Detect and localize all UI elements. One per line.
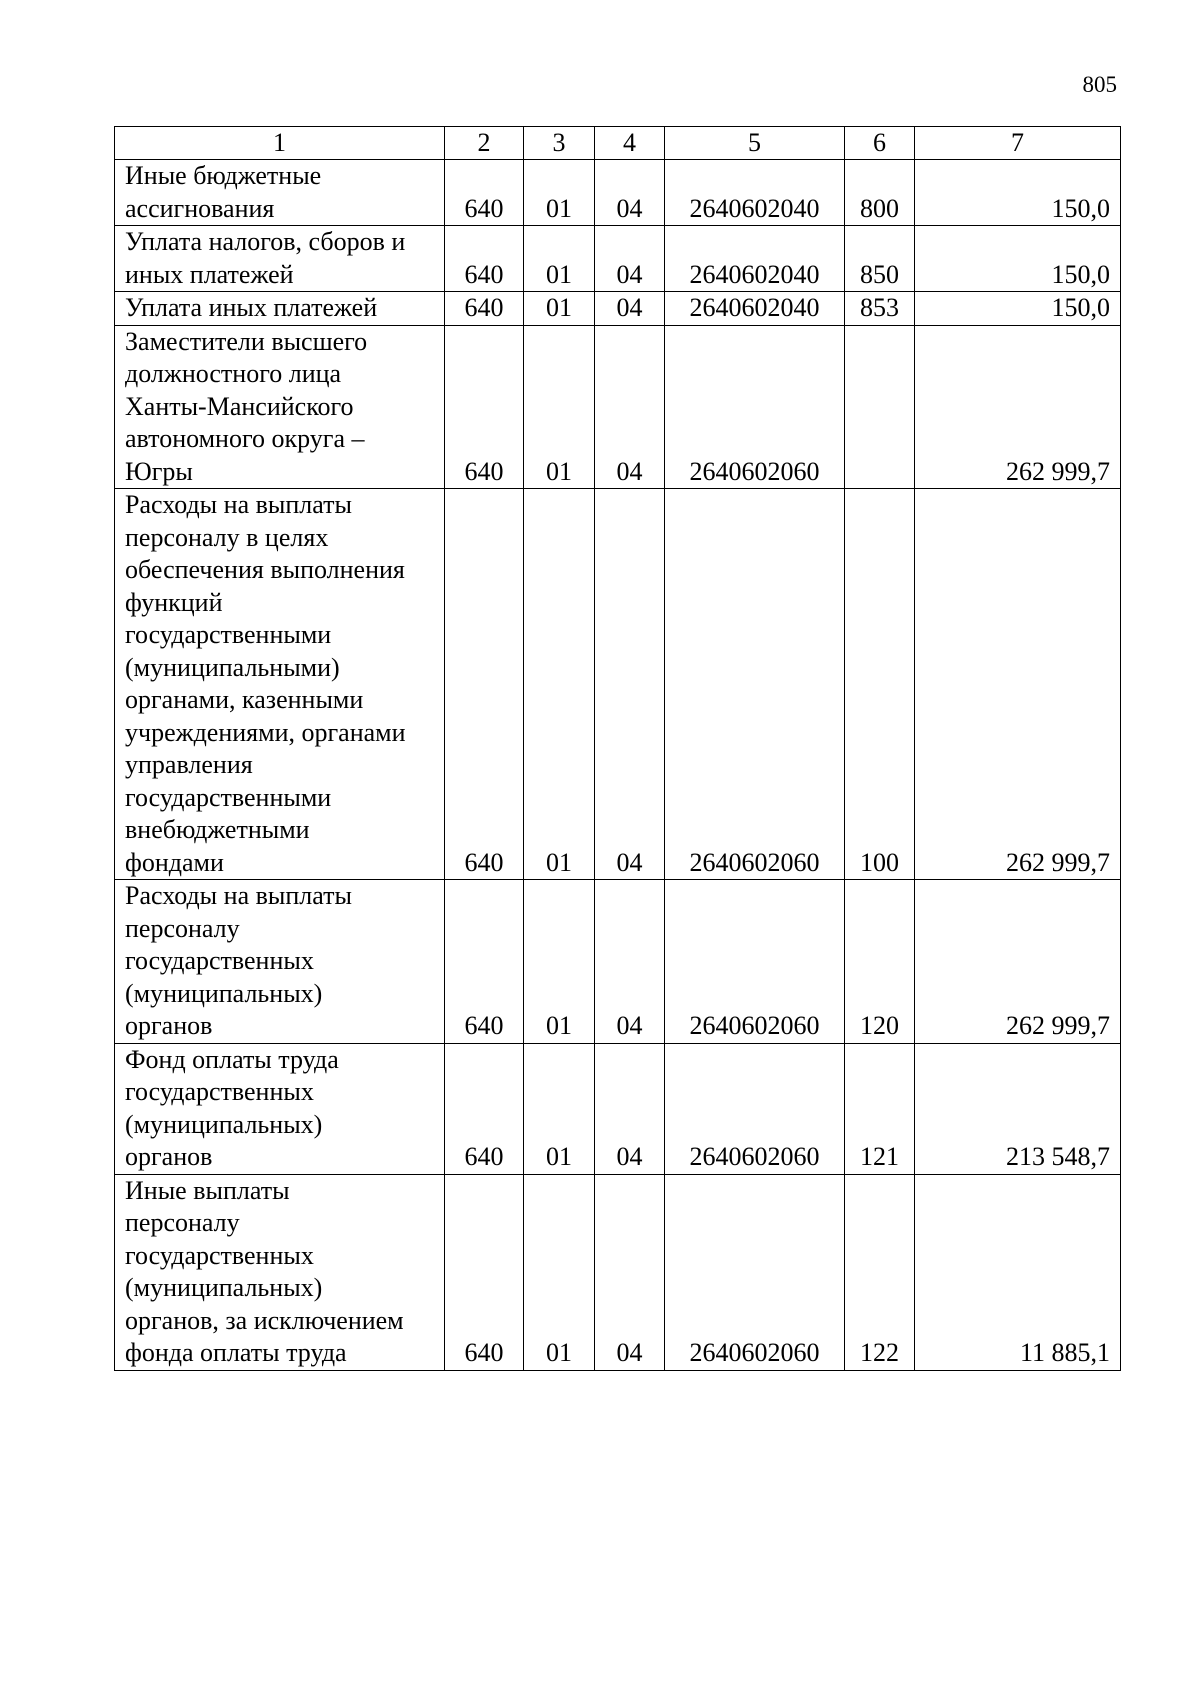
row-name-line: Иные выплаты bbox=[125, 1175, 290, 1205]
section-code-cell: 01 bbox=[524, 292, 595, 326]
row-name-line: государственных bbox=[125, 946, 314, 975]
ministry-code-cell: 640 bbox=[445, 292, 524, 326]
row-name-line: персоналу bbox=[125, 1208, 240, 1237]
row-name-line: персоналу bbox=[125, 913, 240, 943]
row-name-line: Уплата иных платежей bbox=[125, 293, 378, 322]
subsection-code-cell: 04 bbox=[595, 489, 665, 880]
row-name-line: персоналу в целях bbox=[125, 522, 329, 552]
row-name-line: государственных bbox=[125, 1077, 314, 1106]
table-row bbox=[115, 1043, 1121, 1174]
table-row bbox=[115, 325, 1121, 489]
subsection-code-cell: 04 bbox=[595, 160, 665, 226]
row-name-line: Иные бюджетные bbox=[125, 161, 322, 190]
target-article-cell: 2640602040 bbox=[665, 292, 845, 326]
row-name-line: государственными bbox=[125, 620, 332, 649]
row-name-line: органами, казенными bbox=[125, 685, 364, 714]
header-cell: 5 bbox=[665, 127, 845, 160]
target-article-cell: 2640602040 bbox=[665, 160, 845, 226]
row-name-line: государственными bbox=[125, 782, 332, 812]
row-name-line: Фонд оплаты труда bbox=[125, 1044, 339, 1074]
row-name-line: (муниципальными) bbox=[125, 652, 340, 682]
row-name-line: автономного округа – bbox=[125, 424, 365, 453]
row-name-line: Заместители высшего bbox=[125, 326, 368, 356]
subsection-code-cell: 04 bbox=[595, 1043, 665, 1174]
row-name-line: (муниципальных) bbox=[125, 978, 323, 1008]
row-name-line: Расходы на выплаты bbox=[125, 490, 352, 519]
row-name-line: управления bbox=[125, 750, 253, 779]
row-name-line: обеспечения выполнения bbox=[125, 555, 405, 584]
table-header-row bbox=[115, 127, 1121, 160]
row-name-line: государственных bbox=[125, 1240, 314, 1270]
subsection-code-cell: 04 bbox=[595, 880, 665, 1044]
amount-cell: 150,0 bbox=[915, 160, 1121, 226]
row-name-line: (муниципальных) bbox=[125, 1273, 323, 1302]
row-name-line: фондами bbox=[125, 847, 224, 877]
expense-type-cell: 800 bbox=[845, 160, 915, 226]
amount-cell: 150,0 bbox=[915, 292, 1121, 326]
amount-cell: 262 999,7 bbox=[915, 489, 1121, 880]
expense-type-cell: 100 bbox=[845, 489, 915, 880]
target-article-cell: 2640602060 bbox=[665, 880, 845, 1044]
section-code-cell: 01 bbox=[524, 489, 595, 880]
amount-cell: 262 999,7 bbox=[915, 880, 1121, 1044]
row-name-line: органов, за исключением bbox=[125, 1305, 404, 1335]
header-cell: 6 bbox=[845, 127, 915, 160]
row-name-cell bbox=[115, 325, 445, 489]
target-article-cell: 2640602060 bbox=[665, 325, 845, 489]
amount-cell: 11 885,1 bbox=[915, 1174, 1121, 1370]
subsection-code-cell: 04 bbox=[595, 1174, 665, 1370]
row-name-cell bbox=[115, 880, 445, 1044]
row-name-line: органов bbox=[125, 1011, 213, 1040]
table-row bbox=[115, 160, 1121, 226]
header-cell: 2 bbox=[445, 127, 524, 160]
amount-cell: 150,0 bbox=[915, 226, 1121, 292]
amount-cell: 262 999,7 bbox=[915, 325, 1121, 489]
table-row bbox=[115, 489, 1121, 880]
section-code-cell: 01 bbox=[524, 325, 595, 489]
target-article-cell: 2640602040 bbox=[665, 226, 845, 292]
header-cell: 4 bbox=[595, 127, 665, 160]
row-name-cell bbox=[115, 1174, 445, 1370]
ministry-code-cell: 640 bbox=[445, 880, 524, 1044]
budget-table bbox=[114, 126, 1121, 1371]
ministry-code-cell: 640 bbox=[445, 160, 524, 226]
target-article-cell: 2640602060 bbox=[665, 1174, 845, 1370]
ministry-code-cell: 640 bbox=[445, 489, 524, 880]
row-name-line: (муниципальных) bbox=[125, 1109, 323, 1139]
row-name-line: функций bbox=[125, 587, 223, 617]
section-code-cell: 01 bbox=[524, 1174, 595, 1370]
row-name-line: иных платежей bbox=[125, 259, 294, 289]
row-name-line: Уплата налогов, сборов и bbox=[125, 227, 406, 256]
expense-type-cell: 121 bbox=[845, 1043, 915, 1174]
row-name-line: внебюджетными bbox=[125, 815, 310, 844]
ministry-code-cell: 640 bbox=[445, 226, 524, 292]
expense-type-cell: 853 bbox=[845, 292, 915, 326]
row-name-line: Ханты-Мансийского bbox=[125, 391, 354, 421]
row-name-cell bbox=[115, 489, 445, 880]
expense-type-cell: 850 bbox=[845, 226, 915, 292]
row-name-line: Югры bbox=[125, 456, 193, 486]
amount-cell: 213 548,7 bbox=[915, 1043, 1121, 1174]
section-code-cell: 01 bbox=[524, 160, 595, 226]
row-name-cell bbox=[115, 292, 445, 326]
header-cell: 3 bbox=[524, 127, 595, 160]
row-name-line: Расходы на выплаты bbox=[125, 881, 352, 910]
row-name-line: фонда оплаты труда bbox=[125, 1338, 347, 1367]
table-body bbox=[115, 127, 1121, 1371]
subsection-code-cell: 04 bbox=[595, 325, 665, 489]
expense-type-cell bbox=[845, 325, 915, 489]
ministry-code-cell: 640 bbox=[445, 1174, 524, 1370]
table-row bbox=[115, 880, 1121, 1044]
table-row bbox=[115, 292, 1121, 326]
target-article-cell: 2640602060 bbox=[665, 1043, 845, 1174]
subsection-code-cell: 04 bbox=[595, 226, 665, 292]
row-name-line: ассигнования bbox=[125, 193, 275, 223]
section-code-cell: 01 bbox=[524, 1043, 595, 1174]
row-name-cell bbox=[115, 226, 445, 292]
table-row bbox=[115, 1174, 1121, 1370]
table-row bbox=[115, 226, 1121, 292]
row-name-line: органов bbox=[125, 1142, 213, 1171]
row-name-cell bbox=[115, 1043, 445, 1174]
subsection-code-cell: 04 bbox=[595, 292, 665, 326]
expense-type-cell: 120 bbox=[845, 880, 915, 1044]
header-cell: 7 bbox=[915, 127, 1121, 160]
ministry-code-cell: 640 bbox=[445, 1043, 524, 1174]
row-name-line: учреждениями, органами bbox=[125, 717, 406, 747]
section-code-cell: 01 bbox=[524, 880, 595, 1044]
section-code-cell: 01 bbox=[524, 226, 595, 292]
row-name-cell bbox=[115, 160, 445, 226]
header-cell: 1 bbox=[115, 127, 445, 160]
row-name-line: должностного лица bbox=[125, 359, 342, 388]
page-number: 805 bbox=[1082, 72, 1117, 97]
ministry-code-cell: 640 bbox=[445, 325, 524, 489]
expense-type-cell: 122 bbox=[845, 1174, 915, 1370]
target-article-cell: 2640602060 bbox=[665, 489, 845, 880]
